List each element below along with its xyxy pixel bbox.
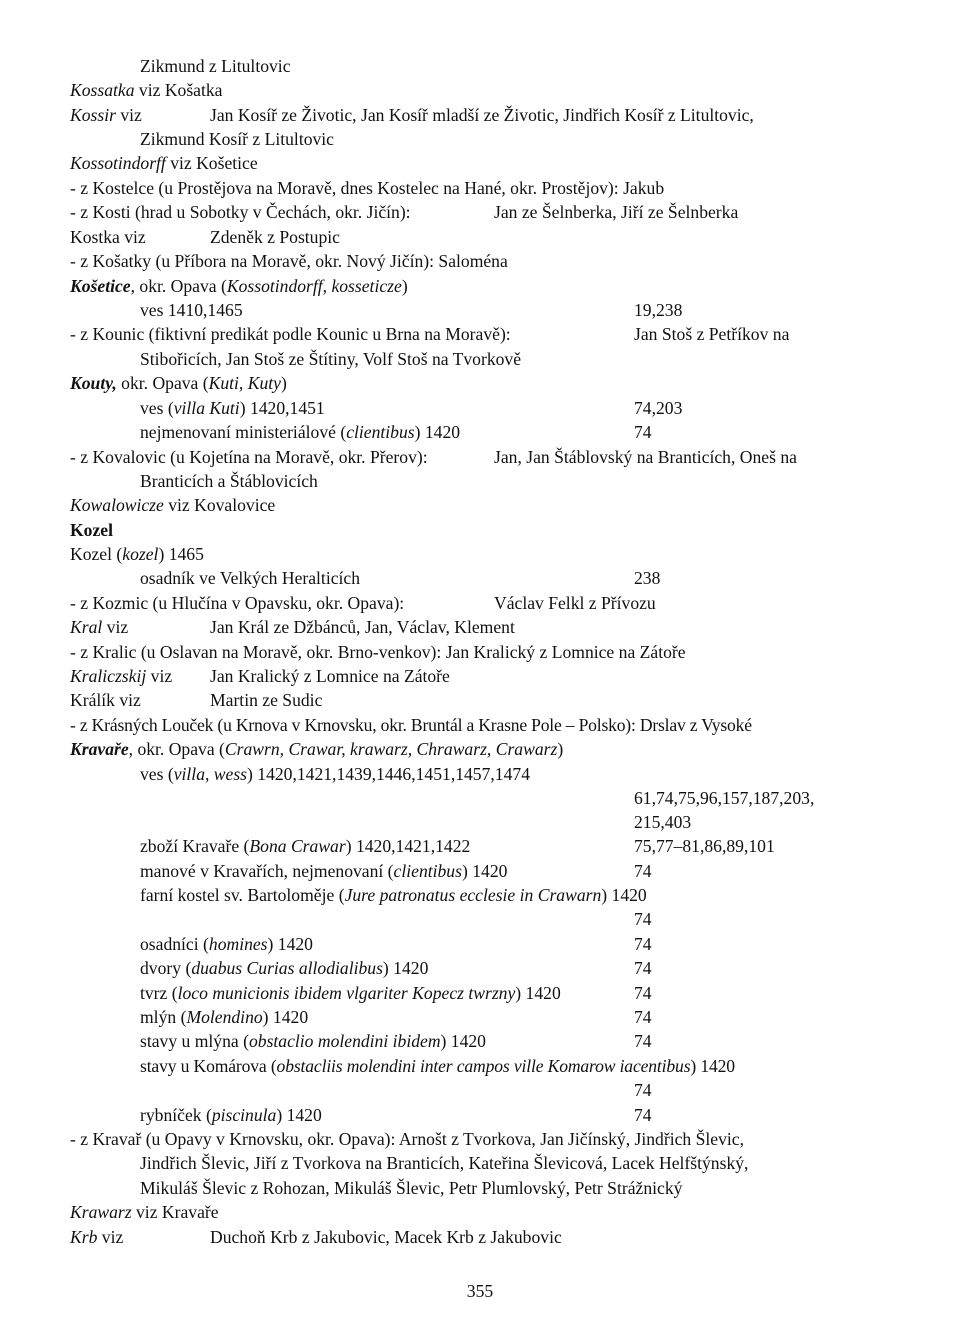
text: Branticích a Štáblovicích	[140, 471, 318, 491]
text: , okr. Opava (	[128, 739, 225, 759]
text: ) 1420	[461, 861, 508, 881]
text: 74	[634, 1031, 652, 1051]
text: - z Košatky (u Příbora na Moravě, okr. Nový Jičín): Saloména	[70, 251, 508, 271]
entry-line	[70, 542, 204, 566]
text: Molendino	[186, 1007, 263, 1027]
page-refs	[634, 956, 652, 980]
text: viz	[115, 105, 142, 125]
text: ) 1420	[262, 1007, 309, 1027]
entry-refs	[494, 591, 656, 615]
page-refs	[634, 420, 652, 444]
entry-term: Košetice	[70, 276, 131, 296]
entry-line	[140, 298, 243, 322]
text: nejmenovaní ministeriálové (	[140, 422, 347, 442]
text: clientibus	[393, 861, 462, 881]
text: Kozel	[70, 520, 113, 540]
text: clientibus	[346, 422, 415, 442]
text: - z Kostelce (u Prostějova na Moravě, dnes Kostelec na Hané, okr. Prostějov): Jakub	[70, 178, 665, 198]
text: Duchoň Krb z Jakubovic, Macek Krb z Jakubovic	[210, 1227, 562, 1247]
entry-line	[140, 54, 291, 78]
text: 215,403	[634, 812, 692, 832]
text: ) 1420	[382, 958, 429, 978]
entry-term: Kraliczskij	[70, 666, 147, 686]
entry-line	[140, 1103, 322, 1127]
text: ) 1420,1421,1422	[345, 836, 471, 856]
entry-refs	[210, 1225, 562, 1249]
text: Bona Crawar	[249, 836, 346, 856]
text: ) 1420	[440, 1031, 486, 1051]
text: obstacliis molendini inter campos ville Komarow iacentibus	[276, 1056, 691, 1076]
text: 74	[634, 934, 652, 954]
text: ves 1410,1465	[140, 300, 243, 320]
entry-refs	[210, 225, 340, 249]
text: Jan ze Šelnberka, Jiří ze Šelnberka	[494, 202, 739, 222]
text: Jan Král ze Džbánců, Jan, Václav, Klement	[210, 617, 515, 637]
text: manové v Kravařích, nejmenovaní (	[140, 861, 394, 881]
entry-refs	[210, 615, 515, 639]
text: 61,74,75,96,157,187,203,	[634, 788, 815, 808]
entry-line	[70, 103, 142, 127]
text: Jan, Jan Štáblovský na Branticích, Oneš na	[494, 447, 797, 467]
text: ves (	[140, 398, 174, 418]
entry-line	[70, 1200, 219, 1224]
text: ves (	[140, 764, 174, 784]
text: )	[401, 276, 408, 296]
entry-line	[140, 566, 360, 590]
text: 74	[634, 983, 652, 1003]
text: ) 1420	[414, 422, 461, 442]
text: farní kostel sv. Bartoloměje (	[140, 885, 345, 905]
entry-line	[140, 932, 313, 956]
entry-line	[70, 640, 686, 664]
text: , okr. Opava (	[130, 276, 227, 296]
text: ) 1420	[276, 1105, 322, 1125]
text: Králík viz	[70, 690, 141, 710]
text: 74	[634, 1105, 652, 1125]
text: kozel	[122, 544, 159, 564]
page-refs	[634, 396, 682, 420]
text: )	[280, 373, 287, 393]
entry-line	[140, 420, 460, 444]
text: piscinula	[211, 1105, 277, 1125]
text: ) 1465	[158, 544, 204, 564]
page-number: 355	[466, 1281, 494, 1301]
text: osadníci (	[140, 934, 209, 954]
entry-line	[140, 762, 530, 786]
page-refs	[634, 859, 652, 883]
entry-line	[70, 664, 172, 688]
entry-line	[70, 151, 258, 175]
text: mlýn (	[140, 1007, 187, 1027]
text: Mikuláš Šlevic z Rohozan, Mikuláš Šlevic, Petr Plumlovský, Petr Strážnický	[140, 1178, 683, 1198]
text: viz Košetice	[165, 153, 258, 173]
text: 74	[634, 1007, 652, 1027]
entry-refs	[494, 200, 738, 224]
text: 238	[634, 568, 661, 588]
text: villa Kuti	[173, 398, 240, 418]
entry-term: Kossatka	[70, 80, 135, 100]
entry-line	[140, 469, 318, 493]
entry-line	[140, 347, 521, 371]
entry-refs	[634, 322, 789, 346]
text: 75,77–81,86,89,101	[634, 836, 775, 856]
text: )	[557, 739, 564, 759]
text: - z Kosti (hrad u Sobotky v Čechách, okr. Jičín):	[70, 202, 411, 222]
text: 74	[634, 909, 652, 929]
entry-line	[70, 1127, 744, 1151]
entry-term: Kravaře	[70, 739, 129, 759]
entry-line	[70, 615, 128, 639]
text: - z Krásných Louček (u Krnova v Krnovsku, okr. Bruntál a Krasne Pole – Polsko): Drslav z Vysoké	[70, 715, 752, 735]
text: 74	[634, 422, 652, 442]
text: rybníček (	[140, 1105, 212, 1125]
page-refs	[634, 907, 652, 931]
entry-line	[70, 78, 222, 102]
entry-line	[70, 591, 404, 615]
entry-line	[70, 322, 511, 346]
entry-line	[140, 396, 325, 420]
entry-line	[140, 883, 647, 907]
entry-line	[140, 1029, 486, 1053]
page-refs	[634, 810, 691, 834]
text: viz	[146, 666, 173, 686]
text: homines	[208, 934, 268, 954]
entry-line	[70, 493, 275, 517]
text: Kuti, Kuty	[208, 373, 281, 393]
text: okr. Opava (	[116, 373, 209, 393]
text: 74	[634, 861, 652, 881]
entry-refs	[494, 445, 797, 469]
text: - z Kovalovic (u Kojetína na Moravě, okr. Přerov):	[70, 447, 428, 467]
text: Jure patronatus ecclesie in Crawarn	[344, 885, 602, 905]
text: 74	[634, 958, 652, 978]
text: Stibořicích, Jan Stoš ze Štítiny, Volf Stoš na Tvorkově	[140, 349, 522, 369]
entry-line	[70, 371, 287, 395]
text: villa, wess	[173, 764, 248, 784]
text: zboží Kravaře (	[140, 836, 250, 856]
text: loco municionis ibidem vlgariter Kopecz twrzny	[177, 983, 516, 1003]
text: ) 1420	[515, 983, 561, 1003]
text: Kossotindorff, kosseticze	[226, 276, 402, 296]
page-refs	[634, 1029, 652, 1053]
text: - z Kralic (u Oslavan na Moravě, okr. Brno-venkov): Jan Kralický z Lomnice na Zátoře	[70, 642, 686, 662]
entry-refs	[210, 688, 322, 712]
entry-line	[140, 1054, 735, 1078]
entry-line	[140, 127, 334, 151]
text: Jan Stoš z Petříkov na	[634, 324, 790, 344]
entry-line	[140, 1005, 308, 1029]
text: viz	[102, 617, 129, 637]
text: viz Kovalovice	[163, 495, 276, 515]
text: ) 1420,1421,1439,1446,1451,1457,1474	[247, 764, 530, 784]
text: Jindřich Šlevic, Jiří z Tvorkova na Branticích, Kateřina Šlevicová, Lacek Helfštýnský,	[140, 1153, 749, 1173]
text: Jan Kosíř ze Životic, Jan Kosíř mladší ze Životic, Jindřich Kosíř z Litultovic,	[210, 105, 754, 125]
text: Crawrn, Crawar, krawarz, Chrawarz, Crawarz	[224, 739, 558, 759]
page-refs	[634, 834, 775, 858]
text: Jan Kralický z Lomnice na Zátoře	[210, 666, 450, 686]
entry-term: Kowalowicze	[70, 495, 164, 515]
entry-term: Kossir	[70, 105, 116, 125]
page-refs	[634, 1005, 652, 1029]
text: Kozel (	[70, 544, 123, 564]
entry-refs	[210, 103, 754, 127]
page-refs	[634, 566, 660, 590]
entry-line	[70, 1225, 123, 1249]
entry-line	[140, 981, 561, 1005]
text: Kostka viz	[70, 227, 146, 247]
text: stavy u Komárova (	[140, 1056, 277, 1076]
entry-term: Kral	[70, 617, 103, 637]
page-refs	[634, 298, 682, 322]
entry-line	[70, 274, 408, 298]
text: viz Kravaře	[131, 1202, 219, 1222]
text: obstaclio molendini ibidem	[248, 1031, 441, 1051]
text: ) 1420,1451	[239, 398, 325, 418]
text: 19,238	[634, 300, 683, 320]
entry-line	[70, 688, 141, 712]
entry-line	[70, 176, 664, 200]
text: viz	[97, 1227, 124, 1247]
text: 74	[634, 1080, 652, 1100]
page-refs	[634, 932, 652, 956]
text: duabus Curias allodialibus	[191, 958, 383, 978]
text: viz Košatka	[134, 80, 223, 100]
entry-term: Kouty,	[70, 373, 117, 393]
entry-line	[70, 713, 752, 737]
text: Zikmund Kosíř z Litultovic	[140, 129, 334, 149]
entry-line	[70, 225, 146, 249]
text: - z Kozmic (u Hlučína v Opavsku, okr. Opava):	[70, 593, 405, 613]
text: stavy u mlýna (	[140, 1031, 249, 1051]
text: Zikmund z Litultovic	[140, 56, 291, 76]
text: dvory (	[140, 958, 192, 978]
text: ) 1420	[601, 885, 647, 905]
entry-line	[70, 445, 428, 469]
entry-term: Krb	[70, 1227, 98, 1247]
entry-line	[140, 1151, 748, 1175]
page-refs	[634, 1078, 652, 1102]
entry-refs	[210, 664, 450, 688]
text: osadník ve Velkých Heralticích	[140, 568, 361, 588]
entry-line	[140, 1176, 682, 1200]
entry-line	[140, 834, 470, 858]
page-refs	[634, 786, 814, 810]
entry-line	[70, 249, 508, 273]
text: tvrz (	[140, 983, 178, 1003]
text: ) 1420	[267, 934, 313, 954]
text: Zdeněk z Postupic	[210, 227, 340, 247]
page-refs	[634, 1103, 652, 1127]
text: ) 1420	[690, 1056, 735, 1076]
text: - z Kravař (u Opavy v Krnovsku, okr. Opava): Arnošt z Tvorkova, Jan Jičínský, Jindřich Šlevic,	[70, 1129, 744, 1149]
text: - z Kounic (fiktivní predikát podle Kounic u Brna na Moravě):	[70, 324, 511, 344]
entry-term: Kossotindorff	[70, 153, 166, 173]
entry-term: Krawarz	[70, 1202, 132, 1222]
page-refs	[634, 981, 652, 1005]
entry-line	[70, 200, 411, 224]
text: Václav Felkl z Přívozu	[494, 593, 656, 613]
section-heading	[70, 518, 113, 542]
entry-line	[70, 737, 563, 761]
entry-line	[140, 859, 507, 883]
text: 74,203	[634, 398, 683, 418]
entry-line	[140, 956, 428, 980]
text: Martin ze Sudic	[210, 690, 323, 710]
